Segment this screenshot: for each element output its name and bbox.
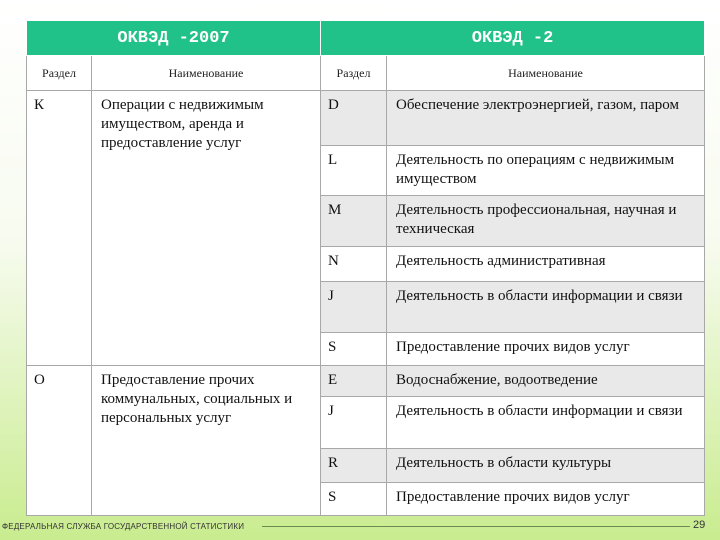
col-name2-label: Наименование (387, 56, 705, 91)
new-section-code: S (321, 482, 387, 515)
new-section-code: R (321, 448, 387, 482)
subheader-row (27, 56, 705, 91)
old-section-name: Операции с недвижимым имуществом, аренда и предоставление услуг (92, 91, 321, 366)
footer (0, 519, 720, 539)
new-section-code: E (321, 366, 387, 397)
okved-2-header: ОКВЭД -2 (321, 21, 705, 56)
table-row (27, 91, 705, 145)
col-name-label: Наименование (92, 56, 321, 91)
table-row (27, 366, 705, 397)
new-section-code: J (321, 281, 387, 332)
new-section-name: Деятельность в области информации и связи (387, 281, 705, 332)
new-section-name: Деятельность по операциям с недвижимым имуществом (387, 145, 705, 195)
new-section-name: Обеспечение электроэнергией, газом, паром (387, 91, 705, 145)
new-section-code: S (321, 332, 387, 365)
new-section-code: L (321, 145, 387, 195)
new-section-name: Деятельность профессиональная, научная и техническая (387, 196, 705, 247)
old-section-code: К (27, 91, 92, 366)
okved-2007-header: ОКВЭД -2007 (27, 21, 321, 56)
footer-org-name: ФЕДЕРАЛЬНАЯ СЛУЖБА ГОСУДАРСТВЕННОЙ СТАТИСТИКИ (2, 522, 245, 531)
old-section-code: О (27, 366, 92, 516)
new-section-name: Деятельность в области культуры (387, 448, 705, 482)
new-section-name: Предоставление прочих видов услуг (387, 482, 705, 515)
col-section2-label: Раздел (321, 56, 387, 91)
header-row (27, 21, 705, 56)
old-section-name: Предоставление прочих коммунальных, социальных и персональных услуг (92, 366, 321, 516)
page-number: 29 (693, 519, 706, 531)
new-section-code: M (321, 196, 387, 247)
new-section-code: D (321, 91, 387, 145)
new-section-name: Деятельность в области информации и связи (387, 397, 705, 448)
col-section-label: Раздел (27, 56, 92, 91)
new-section-code: J (321, 397, 387, 448)
new-section-name: Водоснабжение, водоотведение (387, 366, 705, 397)
new-section-name: Деятельность административная (387, 247, 705, 281)
new-section-code: N (321, 247, 387, 281)
okved-comparison-table (26, 20, 705, 516)
footer-divider (262, 526, 690, 527)
new-section-name: Предоставление прочих видов услуг (387, 332, 705, 365)
